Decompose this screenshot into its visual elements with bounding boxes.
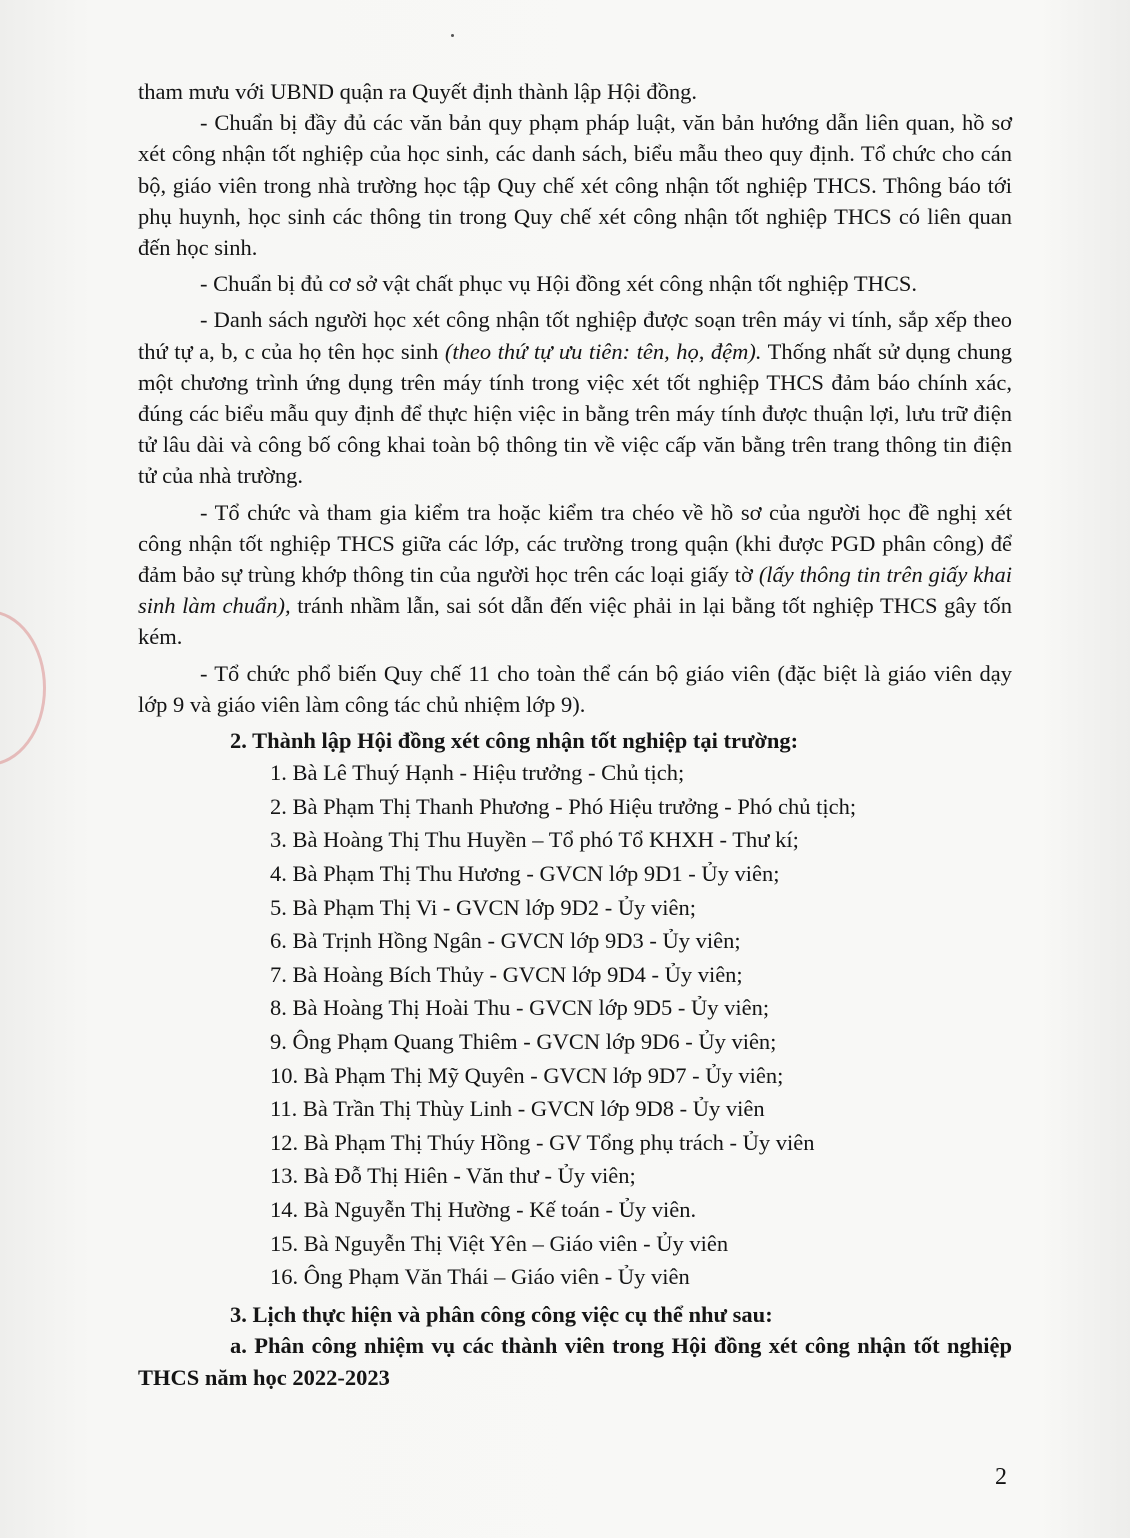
council-member-list bbox=[138, 756, 1012, 1294]
list-item: 2. Bà Phạm Thị Thanh Phương - Phó Hiệu trưởng - Phó chủ tịch; bbox=[270, 793, 857, 819]
list-item: 3. Bà Hoàng Thị Thu Huyền – Tổ phó Tổ KHXH - Thư kí; bbox=[270, 827, 799, 853]
list-item: 16. Ông Phạm Văn Thái – Giáo viên - Ủy viên bbox=[270, 1264, 690, 1290]
paragraph-intro: tham mưu với UBND quận ra Quyết định thành lập Hội đồng. bbox=[138, 79, 698, 104]
cross-check-note: (lấy thông tin trên giấy khai sinh làm chuẩn), bbox=[138, 562, 1012, 619]
paragraph-student-list bbox=[138, 304, 1012, 491]
section-heading-3a: a. Phân công nhiệm vụ các thành viên trong Hội đồng xét công nhận tốt nghiệp THCS năm học 2022-2023 bbox=[138, 1332, 1012, 1390]
list-item: 4. Bà Phạm Thị Thu Hương - GVCN lớp 9D1 - Ủy viên; bbox=[270, 861, 780, 887]
scan-speck bbox=[451, 34, 454, 37]
paragraph-cross-check bbox=[138, 497, 1012, 653]
paragraph-prepare-documents: - Chuẩn bị đầy đủ các văn bản quy phạm pháp luật, văn bản hướng dẫn liên quan, hồ sơ xét công nhận tốt nghiệp của học sinh, các danh sách, biểu mẫu theo quy định. Tổ chức cho cán bộ, giáo viên trong nhà trường học tập Quy chế xét công nhận tốt nghiệp THCS. Thông báo tới phụ huynh, học sinh các thông tin trong Quy chế xét công nhận tốt nghiệp THCS có liên quan đến học sinh. bbox=[138, 110, 1012, 261]
list-item: 11. Bà Trần Thị Thùy Linh - GVCN lớp 9D8 - Ủy viên bbox=[270, 1096, 765, 1122]
list-item: 13. Bà Đỗ Thị Hiên - Văn thư - Ủy viên; bbox=[270, 1163, 636, 1189]
red-stamp-edge bbox=[0, 610, 46, 766]
list-item: 7. Bà Hoàng Bích Thủy - GVCN lớp 9D4 - Ủy viên; bbox=[270, 961, 743, 987]
list-item: 14. Bà Nguyễn Thị Hường - Kế toán - Ủy viên. bbox=[270, 1196, 697, 1222]
paragraph-facilities: - Chuẩn bị đủ cơ sở vật chất phục vụ Hội đồng xét công nhận tốt nghiệp THCS. bbox=[200, 271, 918, 297]
student-list-text: - Danh sách người học xét công nhận tốt nghiệp được soạn trên máy vi tính, sắp xếp theo thứ tự a, b, c của họ tên học sinh bbox=[138, 307, 1012, 364]
list-item: 9. Ông Phạm Quang Thiêm - GVCN lớp 9D6 - Ủy viên; bbox=[270, 1029, 777, 1055]
section-heading-3: 3. Lịch thực hiện và phân công công việc cụ thể như sau: bbox=[230, 1301, 773, 1327]
section-heading-2: 2. Thành lập Hội đồng xét công nhận tốt nghiệp tại trường: bbox=[230, 728, 799, 754]
paragraph-regulation: - Tổ chức phổ biến Quy chế 11 cho toàn thể cán bộ giáo viên (đặc biệt là giáo viên dạy lớp 9 và giáo viên làm công tác chủ nhiệm lớp 9). bbox=[138, 660, 1012, 717]
cross-check-text-cont: tránh nhầm lẫn, sai sót dẫn đến việc phải in lại bằng tốt nghiệp THCS gây tốn kém. bbox=[138, 593, 1012, 650]
cross-check-text: - Tổ chức và tham gia kiểm tra hoặc kiểm tra chéo về hồ sơ của người học đề nghị xét công nhận tốt nghiệp THCS giữa các lớp, các trường trong quận (khi được PGD phân công) để đảm bảo sự trùng khớp thông tin của người học trên các loại giấy tờ bbox=[138, 499, 1012, 588]
list-item: 12. Bà Phạm Thị Thúy Hồng - GV Tổng phụ trách - Ủy viên bbox=[270, 1129, 815, 1155]
page-number: 2 bbox=[995, 1464, 1007, 1490]
list-item: 10. Bà Phạm Thị Mỹ Quyên - GVCN lớp 9D7 - Ủy viên; bbox=[270, 1062, 784, 1088]
student-list-text-cont: Thống nhất sử dụng chung một chương trình ứng dụng trên máy tính trong việc xét tốt nghiệp THCS đảm báo chính xác, đúng các biểu mẫu quy định để thực hiện việc in bằng trên máy tính được thuận lợi, lưu trữ điện tử lâu dài và công bố công khai toàn bộ thông tin về việc cấp văn bằng trên trang thông tin điện tử của nhà trường. bbox=[138, 338, 1013, 489]
document-body bbox=[138, 76, 1012, 1394]
list-item: 6. Bà Trịnh Hồng Ngân - GVCN lớp 9D3 - Ủy viên; bbox=[270, 928, 741, 954]
list-item: 15. Bà Nguyễn Thị Việt Yên – Giáo viên - Ủy viên bbox=[270, 1230, 729, 1256]
list-item: 5. Bà Phạm Thị Vi - GVCN lớp 9D2 - Ủy viên; bbox=[270, 894, 696, 920]
list-item: 8. Bà Hoàng Thị Hoài Thu - GVCN lớp 9D5 - Ủy viên; bbox=[270, 995, 770, 1021]
student-list-order-note: (theo thứ tự ưu tiên: tên, họ, đệm). bbox=[444, 338, 762, 364]
list-item: 1. Bà Lê Thuý Hạnh - Hiệu trưởng - Chủ tịch; bbox=[270, 760, 685, 786]
